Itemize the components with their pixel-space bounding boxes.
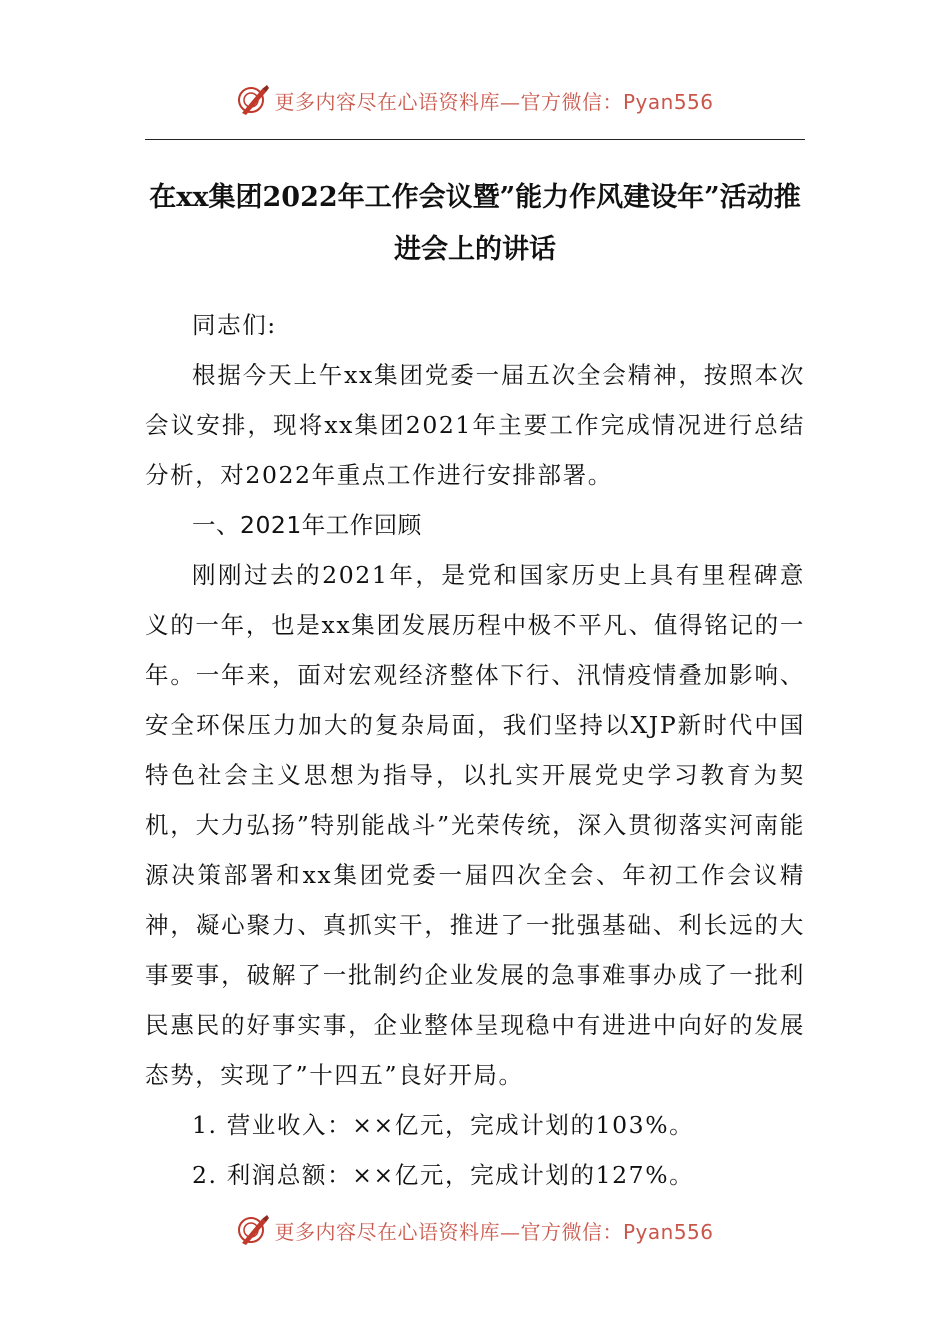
- header-divider: [145, 139, 805, 140]
- wechat-id: Pyan556: [622, 89, 714, 114]
- list-item: 2. 利润总额：××亿元，完成计划的127%。: [192, 1161, 695, 1189]
- banner-text: 更多内容尽在心语资料库—官方微信：Pyan556: [274, 1219, 714, 1244]
- pen-logo-icon: [236, 1213, 270, 1247]
- footer-banner: [0, 1210, 950, 1250]
- wechat-id: Pyan556: [622, 1219, 714, 1244]
- document-body: [145, 300, 805, 1200]
- document-title: 在xx集团2022年工作会议暨”能力作风建设年”活动推进会上的讲话: [149, 182, 801, 265]
- banner-text: 更多内容尽在心语资料库—官方微信：Pyan556: [274, 89, 714, 114]
- header-banner: [0, 80, 950, 120]
- intro-paragraph: 根据今天上午xx集团党委一届五次全会精神，按照本次会议安排，现将xx集团2021年主要工作完成情况进行总结分析，对2022年重点工作进行安排部署。: [145, 361, 805, 489]
- salutation: 同志们:: [192, 311, 277, 339]
- list-item: 1. 营业收入：××亿元，完成计划的103%。: [192, 1111, 695, 1139]
- section-paragraph: 刚刚过去的2021年，是党和国家历史上具有里程碑意义的一年，也是xx集团发展历程中极不平凡、值得铭记的一年。一年来，面对宏观经济整体下行、汛情疫情叠加影响、安全环保压力加大的复杂局面，我们坚持以XJP新时代中国特色社会主义思想为指导，以扎实开展党史学习教育为契机，大力弘扬”特别能战斗”光荣传统，深入贯彻落实河南能源决策部署和xx集团党委一届四次全会、年初工作会议精神，凝心聚力、真抓实干，推进了一批强基础、利长远的大事要事，破解了一批制约企业发展的急事难事办成了一批利民惠民的好事实事，企业整体呈现稳中有进进中向好的发展态势，实现了”十四五”良好开局。: [145, 561, 805, 1089]
- section-heading: 一、2021年工作回顾: [192, 511, 422, 539]
- pen-logo-icon: [236, 83, 270, 117]
